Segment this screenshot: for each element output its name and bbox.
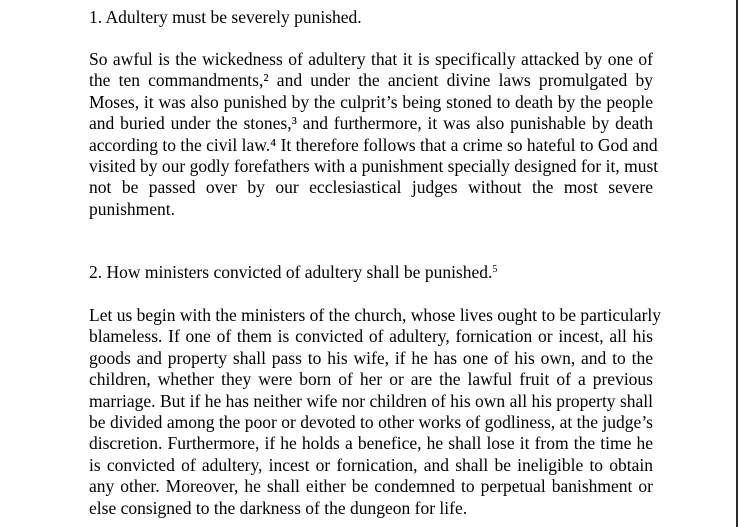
text-line: discretion. Furthermore, if he holds a benefice, he shall lose it from the time he [89,433,653,454]
text-line: So awful is the wickedness of adultery that it is specifically attacked by one of [89,49,653,69]
footnote-marker: 5 [492,264,498,275]
text-line: is convicted of adultery, incest or fornication, and shall be ineligible to obtain [89,454,653,475]
text-line: according to the civil law.⁴ It therefore follows that a crime so hateful to God and [89,134,658,155]
paragraph-ministers-convicted [89,305,662,519]
text-line: the ten commandments,² and under the ancient divine laws promulgated by [89,70,653,91]
section-heading-adultery-punished: 1. Adultery must be severely punished. [89,7,362,27]
text-line: children, whether they were born of her or are the lawful fruit of a previous [89,369,653,390]
text-line: not be passed over by our ecclesiastical judges without the most severe [89,177,653,198]
text-line: be divided among the poor or devoted to other works of godliness, at the judge’s [89,411,653,432]
text-line: goods and property shall pass to his wife, if he has one of his own, and to the [89,347,653,368]
text-line: punishment. [89,198,176,219]
paragraph-adultery-wickedness [89,49,659,220]
text-line: Let us begin with the ministers of the church, whose lives ought to be particularly [89,305,662,325]
text-line: Moses, it was also punished by the culprit’s being stoned to death by the people [89,91,653,112]
section-heading-ministers-punished [89,262,497,283]
text-line: and buried under the stones,³ and furthermore, it was also punishable by death [89,113,653,134]
text-line: visited by our godly forefathers with a punishment specially designed for it, must [89,155,659,176]
text-line: else consigned to the darkness of the dungeon for life. [89,497,468,518]
section-heading-text: 2. How ministers convicted of adultery shall be punished. [89,262,493,282]
text-line: marriage. But if he has neither wife nor children of his own all his property shall [89,390,653,411]
text-line: blameless. If one of them is convicted of adultery, fornication or incest, all his [89,326,653,347]
text-line: any other. Moreover, he shall either be condemned to perpetual banishment or [89,476,653,497]
